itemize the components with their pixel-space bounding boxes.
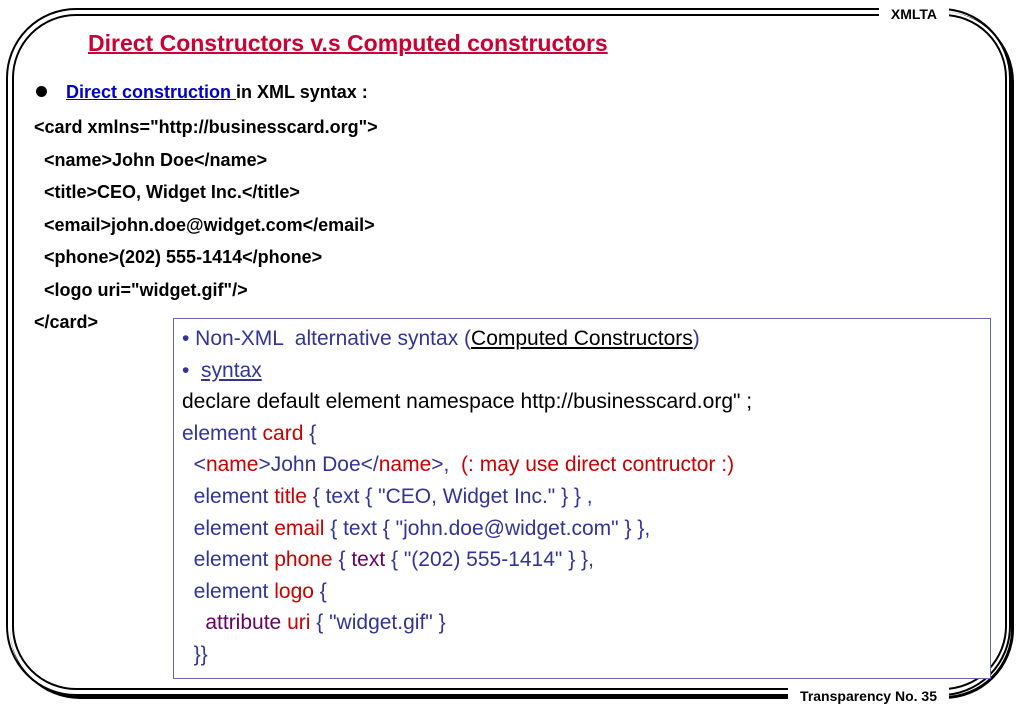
box-line-4: element card { (182, 421, 317, 445)
bullet-rest: in XML syntax : (236, 82, 368, 102)
direct-construction-link[interactable]: Direct construction (66, 82, 237, 102)
computed-constructors-box (173, 318, 991, 679)
xml-line: <name>John Doe</name> (34, 149, 268, 170)
bullet-line (36, 82, 368, 103)
box-line-1: • Non-XML alternative syntax (Computed Constructors) (182, 327, 700, 350)
xml-line: <card xmlns="http://businesscard.org"> (34, 117, 378, 137)
xml-line: <title>CEO, Widget Inc.</title> (34, 182, 300, 202)
computed-constructors-link[interactable]: Computed Constructors (471, 327, 693, 350)
box-line-11: }} (182, 642, 208, 666)
header-label: XMLTA (879, 6, 949, 22)
box-line-9: element logo { (182, 579, 327, 603)
xml-line: <email>john.doe@widget.com</email> (34, 214, 375, 235)
xml-line: <phone>(202) 555-1414</phone> (34, 247, 323, 267)
xml-line: </card> (34, 312, 99, 332)
footer-label: Transparency No. 35 (788, 684, 949, 708)
box-line-8: element phone { text { "(202) 555-1414" } }, (182, 548, 594, 572)
box-line-3: declare default element namespace http://businesscard.org" ; (182, 390, 753, 414)
box-line-7: element email { text { "john.doe@widget.com" } }, (182, 516, 651, 540)
box-line-2: • syntax (182, 358, 262, 382)
bullet-dot-icon (36, 86, 47, 97)
xml-line: <logo uri="widget.gif"/> (34, 279, 248, 300)
xml-code-block (34, 111, 378, 339)
box-line-10: attribute uri { "widget.gif" } (205, 611, 446, 635)
syntax-link[interactable]: syntax (201, 358, 262, 382)
box-line-6: element title { text { "CEO, Widget Inc." } } , (182, 484, 593, 508)
slide-title: Direct Constructors v.s Computed constructors (88, 30, 608, 56)
box-line-5: <name>John Doe</name>, (: may use direct contructor :) (182, 453, 735, 477)
